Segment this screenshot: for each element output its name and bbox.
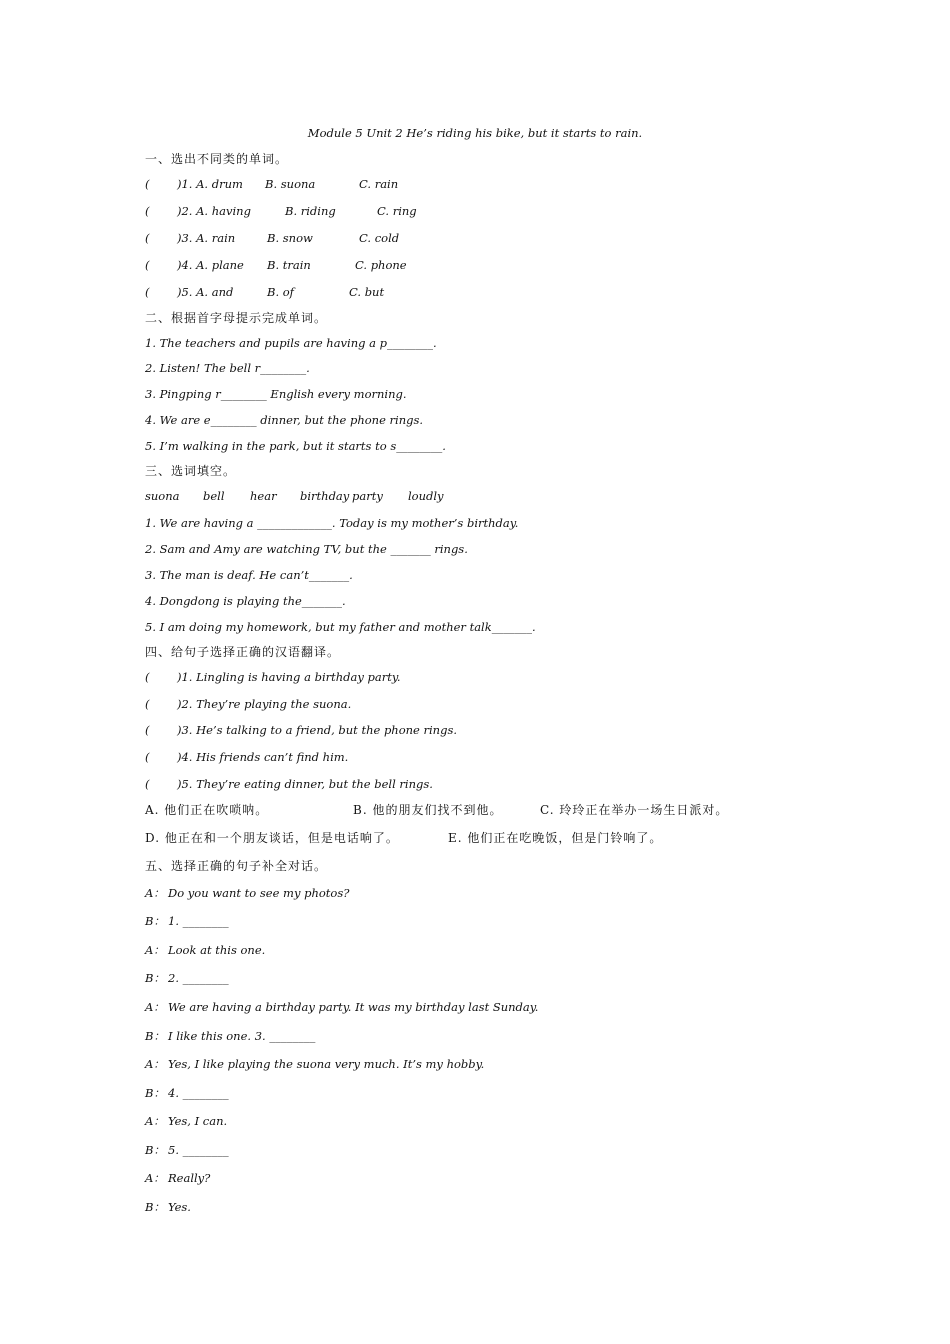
dialog-text: 1. ________ (168, 914, 229, 928)
dialog-line (145, 1199, 191, 1215)
word: loudly (408, 489, 444, 503)
s3-item-1: 1. We are having a _____________. Today is my mother’s birthday. (145, 516, 519, 530)
dialog-line (145, 1142, 229, 1158)
speaker: A： (145, 1171, 165, 1185)
paren: ( (145, 750, 150, 764)
paren: ( (145, 285, 150, 299)
dialog-line (145, 970, 229, 986)
dialog-line (145, 1170, 211, 1186)
s1-row-3 (145, 230, 400, 246)
s1-option-b: B. train (267, 258, 311, 272)
s4-options-row-1 (145, 802, 729, 818)
word: bell (203, 489, 225, 503)
s1-option-c: C. but (349, 285, 385, 299)
s1-row-num: )2. A. having (177, 204, 251, 218)
dialog-text: 4. ________ (168, 1086, 229, 1100)
s3-item-5: 5. I am doing my homework, but my father and mother talk_______. (145, 620, 536, 634)
dialog-line (145, 1113, 228, 1129)
s4-item-text: )5. They’re eating dinner, but the bell rings. (177, 777, 433, 791)
section-3-heading: 三、选词填空。 (145, 464, 237, 478)
s2-item-1: 1. The teachers and pupils are having a p________. (145, 336, 437, 350)
s1-row-5 (145, 284, 385, 300)
dialog-line (145, 999, 539, 1015)
speaker: B： (145, 1029, 165, 1043)
dialog-line (145, 913, 229, 929)
s1-row-num: )5. A. and (177, 285, 234, 299)
word: hear (250, 489, 277, 503)
s4-options-row-2 (145, 830, 663, 846)
s1-option-b: B. snow (267, 231, 313, 245)
option-e: E. 他们正在吃晚饭，但是门铃响了。 (448, 831, 663, 845)
s1-row-2 (145, 203, 417, 219)
dialog-text: Yes. (168, 1200, 191, 1214)
dialog-line (145, 1085, 229, 1101)
dialog-line (145, 1028, 316, 1044)
option-a: A. 他们正在吹唢呐。 (145, 803, 269, 817)
dialog-line (145, 885, 350, 901)
speaker: B： (145, 971, 165, 985)
dialog-text: Do you want to see my photos? (168, 886, 350, 900)
s1-option-c: C. phone (355, 258, 407, 272)
s2-item-3: 3. Pingping r________ English every morning. (145, 387, 407, 401)
word: suona (145, 489, 180, 503)
s1-row-num: )3. A. rain (177, 231, 236, 245)
dialog-text: We are having a birthday party. It was my birthday last Sunday. (168, 1000, 539, 1014)
s2-item-4: 4. We are e________ dinner, but the phone rings. (145, 413, 424, 427)
option-c: C. 玲玲正在举办一场生日派对。 (540, 803, 729, 817)
dialog-text: 5. ________ (168, 1143, 229, 1157)
s4-item-1 (145, 669, 400, 685)
paren: ( (145, 670, 150, 684)
s4-item-5 (145, 776, 433, 792)
option-b: B. 他的朋友们找不到他。 (353, 803, 503, 817)
dialog-line (145, 942, 266, 958)
s4-item-text: )3. He’s talking to a friend, but the phone rings. (177, 723, 458, 737)
s3-item-3: 3. The man is deaf. He can’t_______. (145, 568, 353, 582)
s1-option-c: C. ring (377, 204, 417, 218)
s1-option-b: B. of (267, 285, 294, 299)
dialog-text: 2. ________ (168, 971, 229, 985)
speaker: B： (145, 914, 165, 928)
dialog-text: Really? (168, 1171, 211, 1185)
speaker: A： (145, 1000, 165, 1014)
speaker: A： (145, 1057, 165, 1071)
s2-item-5: 5. I’m walking in the park, but it starts to s________. (145, 439, 446, 453)
s4-item-text: )2. They’re playing the suona. (177, 697, 352, 711)
section-1-heading: 一、选出不同类的单词。 (145, 152, 289, 166)
s1-option-b: B. suona (265, 177, 316, 191)
speaker: B： (145, 1086, 165, 1100)
s1-row-1 (145, 176, 399, 192)
section-4-heading: 四、给句子选择正确的汉语翻译。 (145, 645, 341, 659)
s1-option-b: B. riding (285, 204, 336, 218)
dialog-text: Yes, I like playing the suona very much. It’s my hobby. (168, 1057, 485, 1071)
paren: ( (145, 777, 150, 791)
dialog-text: Look at this one. (168, 943, 266, 957)
s1-option-c: C. rain (359, 177, 399, 191)
word: birthday (300, 489, 350, 503)
dialog-text: I like this one. 3. ________ (168, 1029, 316, 1043)
s1-option-c: C. cold (359, 231, 400, 245)
s1-row-num: )4. A. plane (177, 258, 244, 272)
paren: ( (145, 204, 150, 218)
page-title: Module 5 Unit 2 He’s riding his bike, but it starts to rain. (307, 126, 643, 140)
word: party (352, 489, 383, 503)
paren: ( (145, 258, 150, 272)
s4-item-2 (145, 696, 351, 712)
section-5-heading: 五、选择正确的句子补全对话。 (145, 859, 328, 873)
dialog-line (145, 1056, 485, 1072)
s4-item-text: )1. Lingling is having a birthday party. (177, 670, 401, 684)
s3-item-2: 2. Sam and Amy are watching TV, but the _______ rings. (145, 542, 468, 556)
s4-item-4 (145, 749, 348, 765)
option-d: D. 他正在和一个朋友谈话，但是电话响了。 (145, 831, 399, 845)
s2-item-2: 2. Listen! The bell r________. (145, 361, 310, 375)
paren: ( (145, 697, 150, 711)
s1-row-4 (145, 257, 407, 273)
speaker: B： (145, 1200, 165, 1214)
speaker: A： (145, 1114, 165, 1128)
dialog-text: Yes, I can. (168, 1114, 228, 1128)
s4-item-text: )4. His friends can’t find him. (177, 750, 349, 764)
paren: ( (145, 177, 150, 191)
speaker: B： (145, 1143, 165, 1157)
paren: ( (145, 231, 150, 245)
s1-row-num: )1. A. drum (177, 177, 243, 191)
speaker: A： (145, 886, 165, 900)
word-bank (145, 488, 444, 504)
s3-item-4: 4. Dongdong is playing the_______. (145, 594, 346, 608)
paren: ( (145, 723, 150, 737)
speaker: A： (145, 943, 165, 957)
s4-item-3 (145, 722, 457, 738)
section-2-heading: 二、根据首字母提示完成单词。 (145, 311, 328, 325)
